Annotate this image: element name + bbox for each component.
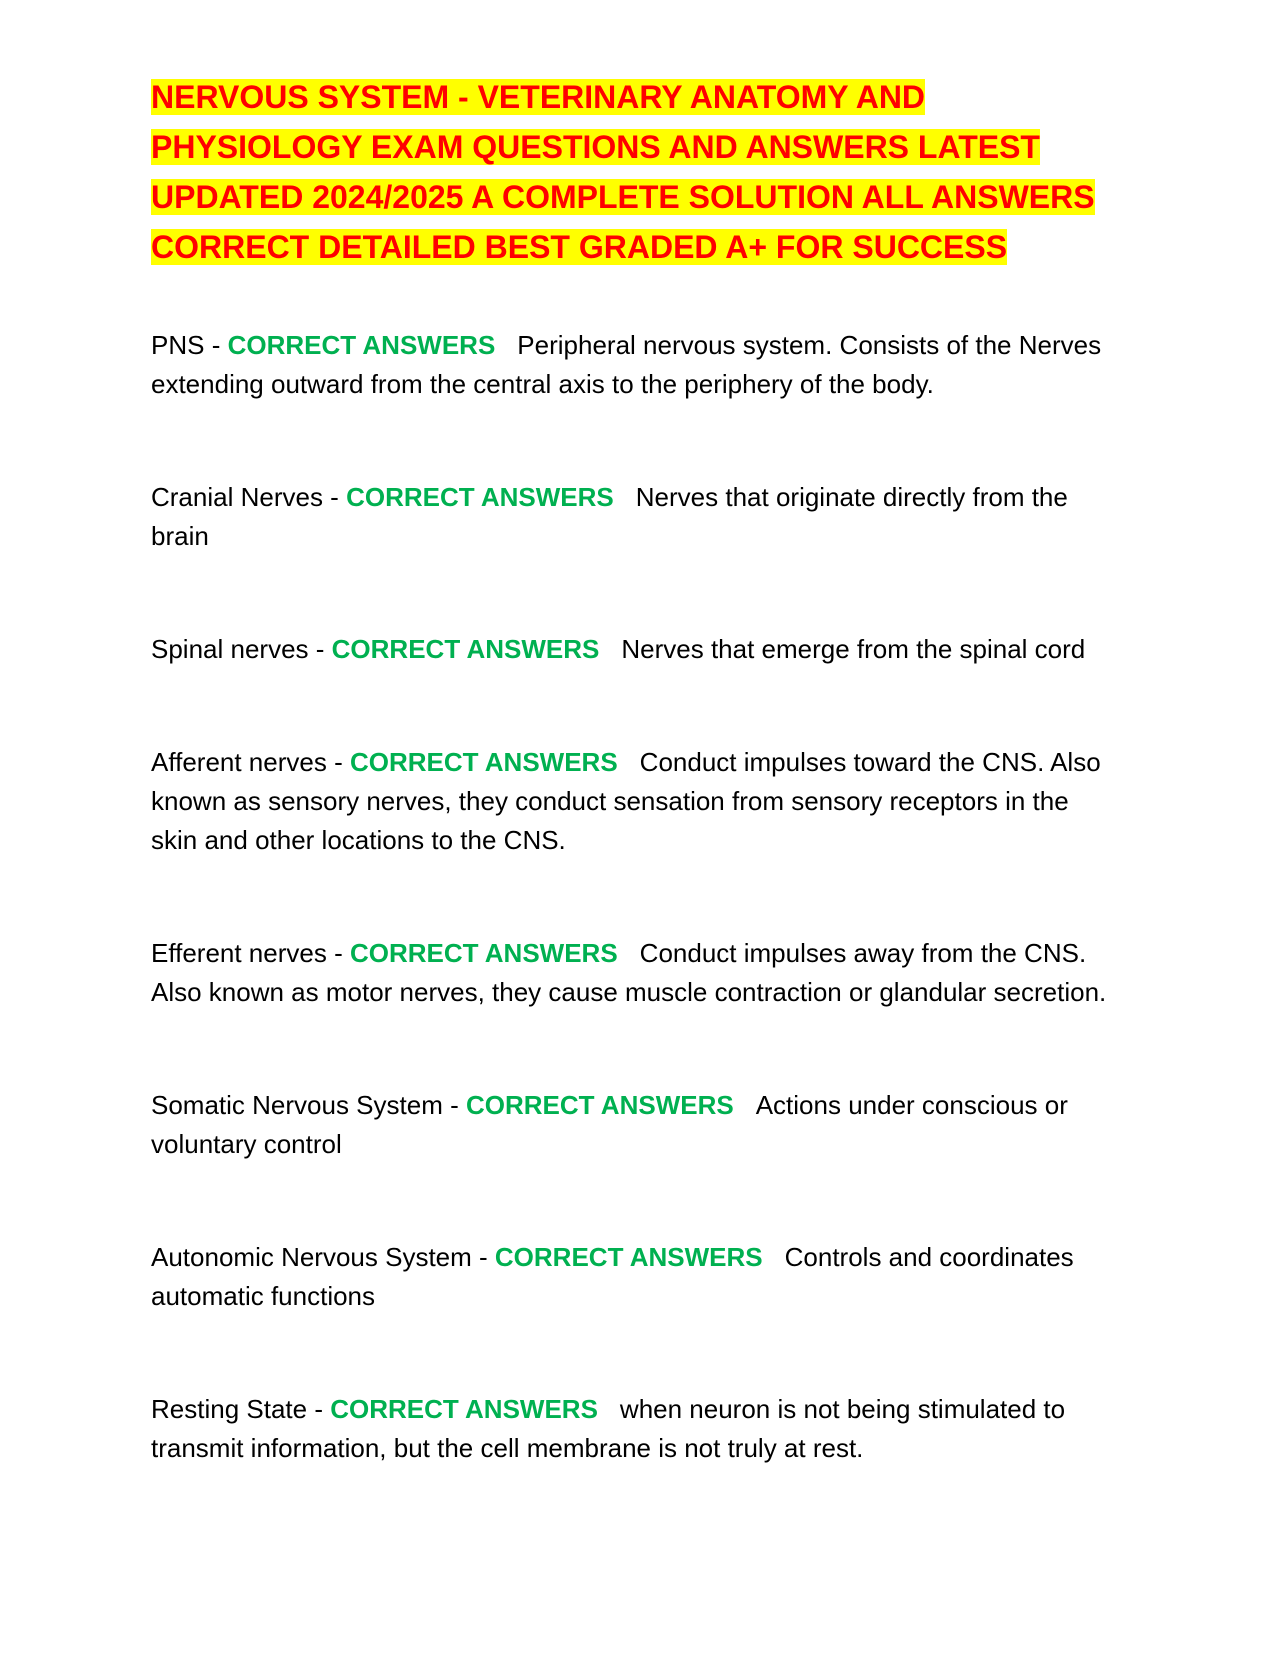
document-page <box>151 72 1121 1542</box>
qa-separator: - <box>322 482 347 512</box>
correct-answers-marker: CORRECT ANSWERS <box>346 482 614 512</box>
qa-separator: - <box>204 330 228 360</box>
qa-term: Resting State <box>151 1394 308 1424</box>
qa-separator: - <box>308 634 332 664</box>
qa-separator: - <box>471 1242 495 1272</box>
qa-term: PNS <box>151 330 205 360</box>
qa-definition: Actions under conscious or voluntary control <box>151 1090 1068 1159</box>
qa-definition: Conduct impulses away from the CNS. Also known as motor nerves, they cause muscle contraction or glandular secretion. <box>151 938 1107 1007</box>
qa-definition: Controls and coordinates automatic functions <box>151 1242 1074 1311</box>
qa-definition: Nerves that originate directly from the brain <box>151 482 1068 551</box>
qa-separator: - <box>326 938 350 968</box>
qa-separator: - <box>442 1090 466 1120</box>
qa-entry <box>151 478 1121 556</box>
qa-definition: Conduct impulses toward the CNS. Also known as sensory nerves, they conduct sensation from sensory receptors in the skin and other locations to the CNS. <box>151 747 1101 855</box>
qa-term: Somatic Nervous System <box>151 1090 443 1120</box>
correct-answers-marker: CORRECT ANSWERS <box>331 634 600 664</box>
correct-answers-marker: CORRECT ANSWERS <box>465 1090 734 1120</box>
qa-definition: Nerves that emerge from the spinal cord <box>621 634 1086 664</box>
qa-term: Efferent nerves <box>151 938 327 968</box>
qa-entry <box>151 1390 1121 1468</box>
correct-answers-marker: CORRECT ANSWERS <box>330 1394 598 1424</box>
correct-answers-marker: CORRECT ANSWERS <box>349 938 618 968</box>
qa-term: Cranial Nerves <box>151 482 323 512</box>
correct-answers-marker: CORRECT ANSWERS <box>494 1242 763 1272</box>
document-title <box>151 72 1121 272</box>
document-title-text: NERVOUS SYSTEM - VETERINARY ANATOMY AND PHYSIOLOGY EXAM QUESTIONS AND ANSWERS LATEST UPDATED 2024/2025 A COMPLETE SOLUTION ALL ANSWERS CORRECT DETAILED BEST GRADED A+ FOR SUCCESS <box>151 79 1095 265</box>
qa-definition: Peripheral nervous system. Consists of the Nerves extending outward from the central axis to the periphery of the body. <box>151 330 1102 399</box>
qa-entry <box>151 630 1121 669</box>
qa-term: Afferent nerves <box>151 747 327 777</box>
qa-entry <box>151 326 1121 404</box>
qa-entry <box>151 934 1121 1012</box>
qa-term: Spinal nerves <box>151 634 309 664</box>
qa-entry <box>151 1086 1121 1164</box>
qa-separator: - <box>326 747 350 777</box>
qa-term: Autonomic Nervous System <box>151 1242 472 1272</box>
qa-entry <box>151 743 1121 860</box>
qa-definition: when neuron is not being stimulated to transmit information, but the cell membrane is not truly at rest. <box>151 1394 1066 1463</box>
correct-answers-marker: CORRECT ANSWERS <box>349 747 618 777</box>
qa-list <box>151 326 1121 1468</box>
qa-entry <box>151 1238 1121 1316</box>
correct-answers-marker: CORRECT ANSWERS <box>227 330 496 360</box>
qa-separator: - <box>307 1394 331 1424</box>
